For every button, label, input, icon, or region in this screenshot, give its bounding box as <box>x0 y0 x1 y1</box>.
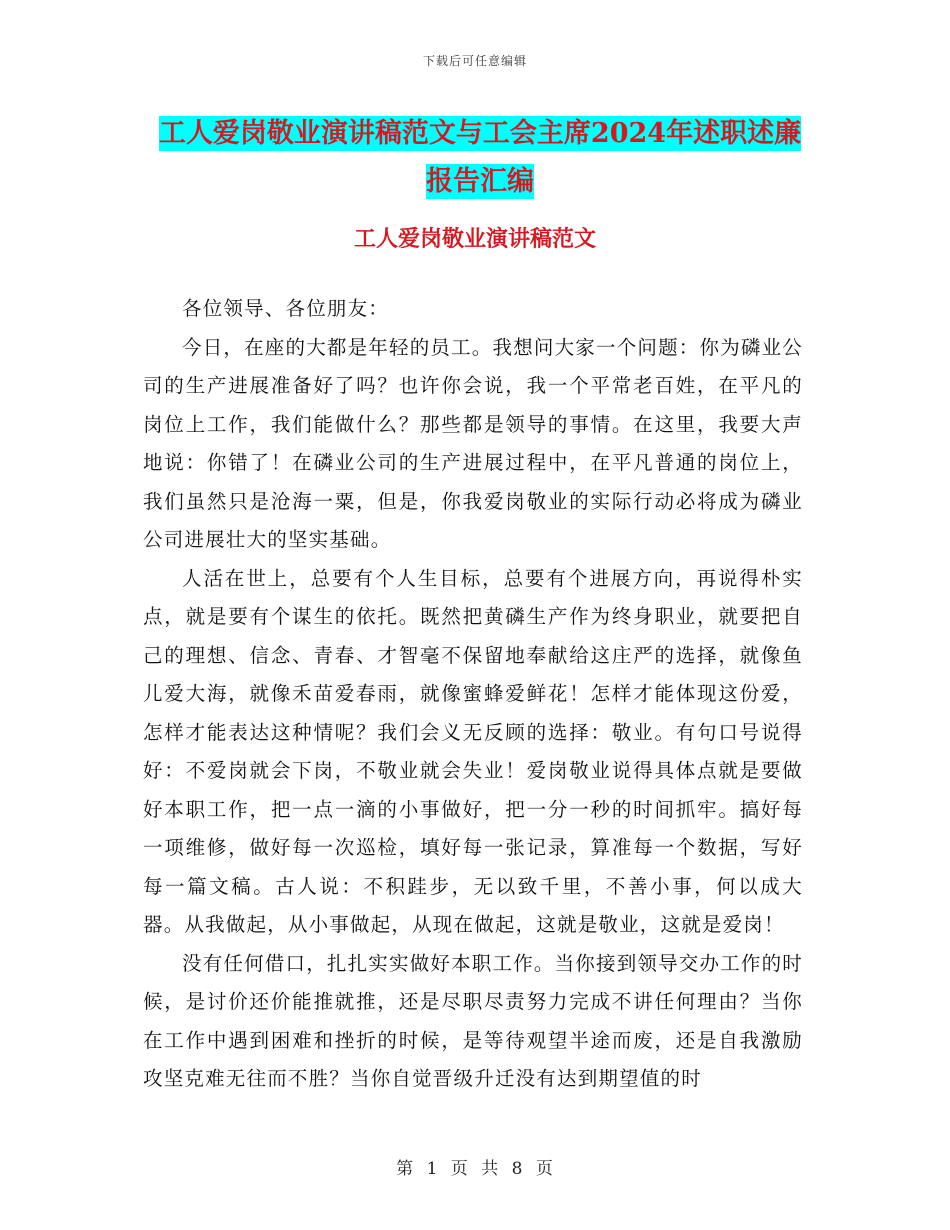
paragraph: 没有任何借口，扎扎实实做好本职工作。当你接到领导交办工作的时候，是讨价还价能推就推，还是尽职尽责努力完成不讲任何理由？当你在工作中遇到困难和挫折的时候，是等待观望半途而废，还是自我激励攻坚克难无往而不胜？当你自觉晋级升迁没有达到期望值的时 <box>143 951 804 1090</box>
header-note: 下载后可任意编辑 <box>422 54 527 68</box>
document-title <box>140 110 820 206</box>
section-title: 工人爱岗敬业演讲稿范文 <box>353 226 596 252</box>
paragraph: 人活在世上，总要有个人生目标，总要有个进展方向，再说得朴实点，就是要有个谋生的依托。既然把黄磷生产作为终身职业，就要把自己的理想、信念、青春、才智毫不保留地奉献给这庄严的选择，就像鱼儿爱大海，就像禾苗爱春雨，就像蜜蜂爱鲜花！怎样才能体现这份爱，怎样才能表达这种情呢？我们会义无反顾的选择：敬业。有句口号说得好：不爱岗就会下岗，不敬业就会失业！爱岗敬业说得具体点就是要做好本职工作，把一点一滴的小事做好，把一分一秒的时间抓牢。搞好每一项维修，做好每一次巡检，填好每一张记录，算准每一个数据，写好每一篇文稿。古人说：不积跬步，无以致千里，不善小事，何以成大器。从我做起，从小事做起，从现在做起，这就是敬业，这就是爱岗！ <box>143 566 803 936</box>
page-number-footer: 第 1 页 共 8 页 <box>396 1159 554 1179</box>
body-text <box>143 290 803 1099</box>
title-line-1: 工人爱岗敬业演讲稿范文与工会主席2024年述职述廉 <box>158 118 802 149</box>
paragraph-salutation: 各位领导、各位朋友： <box>182 297 390 320</box>
paragraph: 今日，在座的大都是年轻的员工。我想问大家一个问题：你为磷业公司的生产进展准备好了吗？也许你会说，我一个平常老百姓，在平凡的岗位上工作，我们能做什么？那些都是领导的事情。在这里，我要大声地说：你错了！在磷业公司的生产进展过程中，在平凡普通的岗位上，我们虽然只是沧海一粟，但是，你我爱岗敬业的实际行动必将成为磷业公司进展壮大的坚实基础。 <box>143 335 804 551</box>
title-line-2: 报告汇编 <box>426 166 534 197</box>
